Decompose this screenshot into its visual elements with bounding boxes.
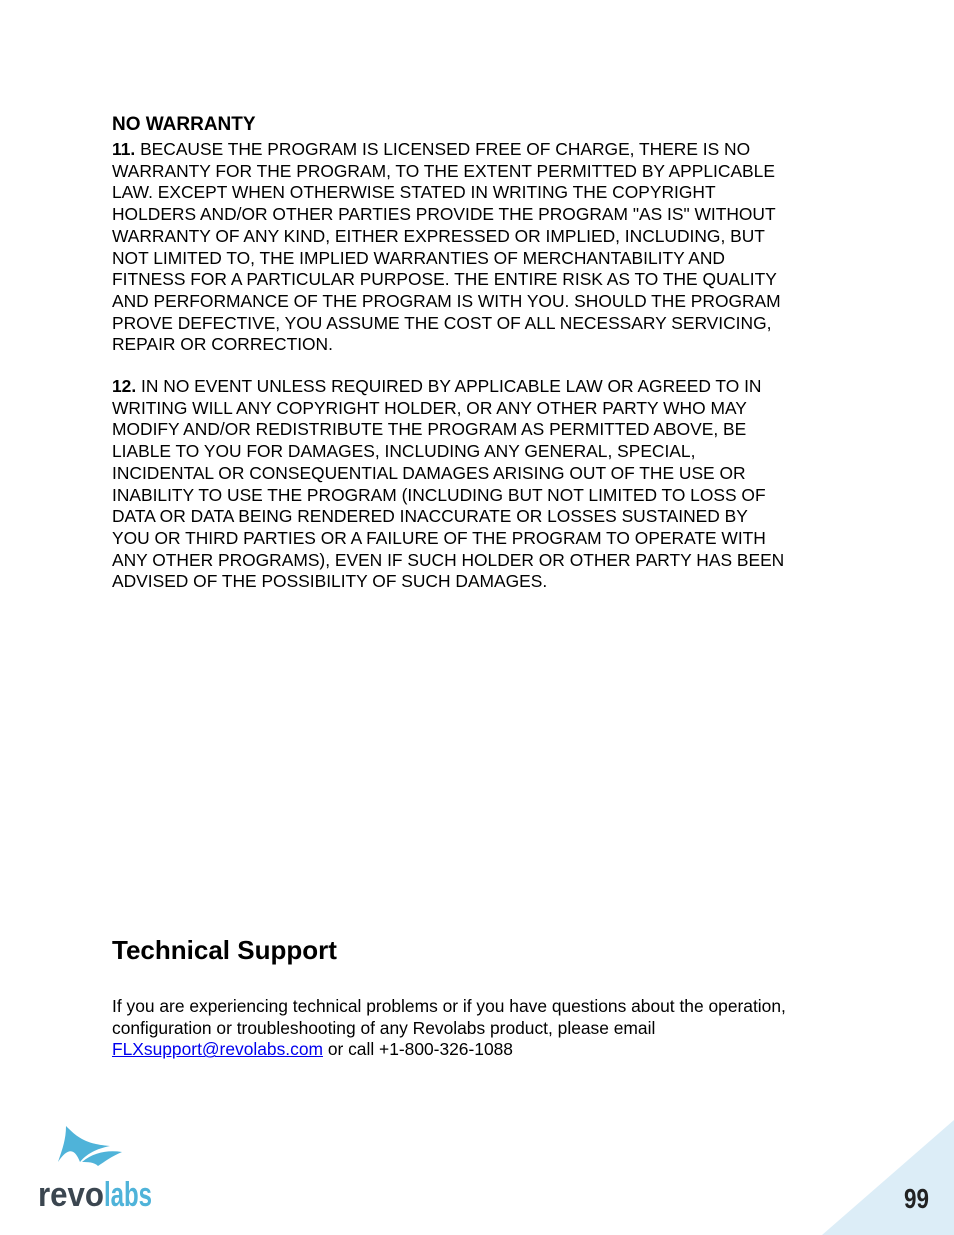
clause-11-line: HOLDERS AND/OR OTHER PARTIES PROVIDE THE PROGRAM "AS IS" WITHOUT xyxy=(112,204,776,225)
clause-12-number: 12. xyxy=(112,376,137,396)
clause-11-line: WARRANTY FOR THE PROGRAM, TO THE EXTENT PERMITTED BY APPLICABLE xyxy=(112,160,775,181)
clause-11-line: REPAIR OR CORRECTION. xyxy=(112,334,333,355)
clause-11-line: WARRANTY OF ANY KIND, EITHER EXPRESSED OR IMPLIED, INCLUDING, BUT xyxy=(112,225,765,246)
clause-11-line: AND PERFORMANCE OF THE PROGRAM IS WITH YOU. SHOULD THE PROGRAM xyxy=(112,290,781,311)
clause-12-line: YOU OR THIRD PARTIES OR A FAILURE OF THE PROGRAM TO OPERATE WITH xyxy=(112,527,766,548)
page-number: 99 xyxy=(904,1183,929,1214)
clause-11-line: FITNESS FOR A PARTICULAR PURPOSE. THE ENTIRE RISK AS TO THE QUALITY xyxy=(112,269,777,290)
support-line-1: If you are experiencing technical problems or if you have questions about the operation, xyxy=(112,996,786,1016)
clause-12-line: WRITING WILL ANY COPYRIGHT HOLDER, OR ANY OTHER PARTY WHO MAY xyxy=(112,397,747,418)
clause-12-line: ANY OTHER PROGRAMS), EVEN IF SUCH HOLDER OR OTHER PARTY HAS BEEN xyxy=(112,549,785,570)
clause-11-line: PROVE DEFECTIVE, YOU ASSUME THE COST OF ALL NECESSARY SERVICING, xyxy=(112,312,772,333)
clause-12-line: MODIFY AND/OR REDISTRIBUTE THE PROGRAM AS PERMITTED ABOVE, BE xyxy=(112,419,747,440)
revolabs-logo xyxy=(36,1122,156,1212)
clause-11-number: 11. xyxy=(112,139,136,159)
clause-11 xyxy=(112,139,852,356)
logo-text-revo: revo xyxy=(38,1176,104,1214)
support-line-3 xyxy=(112,1039,872,1061)
no-warranty-heading: NO WARRANTY xyxy=(112,114,256,135)
clause-12-line: DATA OR DATA BEING RENDERED INACCURATE OR LOSSES SUSTAINED BY xyxy=(112,506,748,527)
support-phone-text: or call +1-800-326-1088 xyxy=(322,1039,513,1060)
clause-12-line: INCIDENTAL OR CONSEQUENTIAL DAMAGES ARISING OUT OF THE USE OR xyxy=(112,462,746,483)
technical-support-text xyxy=(112,996,872,1061)
support-email-link[interactable]: FLXsupport@revolabs.com xyxy=(112,1039,323,1060)
logo-text-labs: labs xyxy=(104,1176,152,1214)
clause-11-line: LAW. EXCEPT WHEN OTHERWISE STATED IN WRITING THE COPYRIGHT xyxy=(112,182,716,203)
technical-support-title: Technical Support xyxy=(112,935,337,965)
clause-11-line-1: 11. BECAUSE THE PROGRAM IS LICENSED FREE OF CHARGE, THERE IS NO xyxy=(112,139,751,159)
clause-11-line: NOT LIMITED TO, THE IMPLIED WARRANTIES OF MERCHANTABILITY AND xyxy=(112,247,725,268)
page-corner-triangle xyxy=(822,1120,954,1235)
clause-12-line-1: 12. IN NO EVENT UNLESS REQUIRED BY APPLICABLE LAW OR AGREED TO IN xyxy=(112,376,762,396)
clause-12-line: INABILITY TO USE THE PROGRAM (INCLUDING BUT NOT LIMITED TO LOSS OF xyxy=(112,484,766,505)
clause-12-line: LIABLE TO YOU FOR DAMAGES, INCLUDING ANY GENERAL, SPECIAL, xyxy=(112,441,696,462)
support-line-2: configuration or troubleshooting of any Revolabs product, please email xyxy=(112,1017,656,1038)
clause-12-line: ADVISED OF THE POSSIBILITY OF SUCH DAMAGES. xyxy=(112,571,548,592)
clause-12 xyxy=(112,376,852,593)
